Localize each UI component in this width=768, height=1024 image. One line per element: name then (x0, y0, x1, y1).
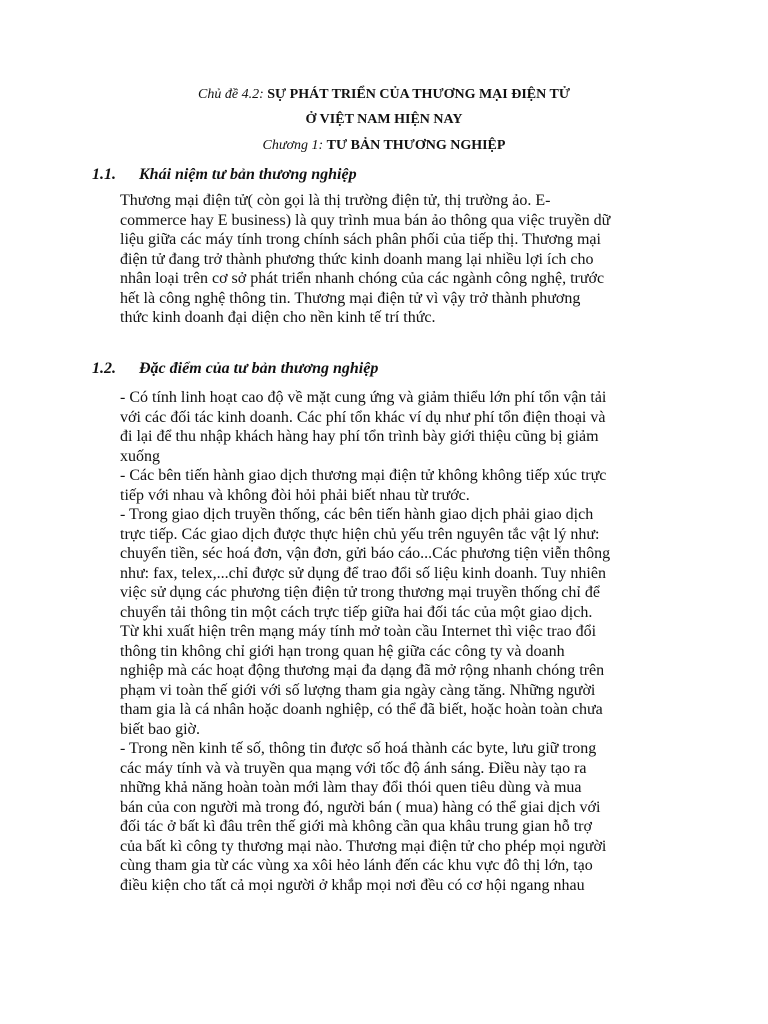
paragraph-line: chuyển tiền, séc hoá đơn, vận đơn, gửi báo cáo...Các phương tiện viễn thông (120, 545, 611, 562)
paragraph-line: commerce hay E business) là quy trình mua bán ảo thông qua việc truyền dữ (120, 211, 611, 229)
paragraph-line: trực tiếp. Các giao dịch được thực hiện chủ yếu trên nguyên tắc vật lý như: (120, 525, 600, 543)
section-1-title: Khái niệm tư bản thương nghiệp (139, 166, 357, 183)
paragraph-line: - Các bên tiến hành giao dịch thương mại điện tử không không tiếp xúc trực (120, 467, 607, 484)
topic-title-continued: Ở VIỆT NAM HIỆN NAY (305, 112, 463, 127)
paragraph-line: nghiệp mà các hoạt động thương mại đa dạng đã mở rộng nhanh chóng trên (120, 662, 605, 679)
section-2-heading (92, 359, 378, 379)
paragraph-line: - Có tính linh hoạt cao độ về mặt cung ứng và giảm thiểu lớn phí tổn vận tải (120, 389, 607, 406)
paragraph-line: - Trong nền kinh tế số, thông tin được số hoá thành các byte, lưu giữ trong (120, 740, 597, 757)
chapter-label: Chương 1 (262, 138, 319, 153)
section-2-title: Đặc điểm của tư bản thương nghiệp (139, 360, 379, 377)
topic-title: SỰ PHÁT TRIỂN CỦA THƯƠNG MẠI ĐIỆN TỬ (267, 87, 570, 102)
paragraph-line: với các đối tác kinh doanh. Các phí tổn khác ví dụ như phí tổn điện thoại và (120, 408, 606, 426)
paragraph-line: Từ khi xuất hiện trên mạng máy tính mở toàn cầu Internet thì việc trao đổi (120, 623, 597, 640)
section-1-number: 1.1. (92, 166, 116, 183)
paragraph-line: của bất kì công ty thương mại nào. Thương mại điện tử cho phép mọi người (120, 837, 607, 855)
paragraph-line: liệu giữa các máy tính trong chính sách phân phối của tiếp thị. Thương mại (120, 231, 601, 248)
topic-separator: : (259, 87, 268, 102)
paragraph-line: thức kinh doanh đại diện cho nền kinh tế trí thức. (120, 309, 436, 326)
paragraph-line: xuống (120, 447, 160, 465)
paragraph-line: các máy tính và và truyền qua mạng với tốc độ ánh sáng. Điều này tạo ra (120, 759, 587, 777)
section-1-heading (92, 165, 357, 185)
paragraph-line: như: fax, telex,...chỉ được sử dụng để trao đổi số liệu kinh doanh. Tuy nhiên (120, 564, 606, 582)
paragraph-line: việc sử dụng các phương tiện điện tử trong thương mại truyền thống chỉ để (120, 584, 600, 601)
paragraph-line: hết là công nghệ thông tin. Thương mại điện tử vì vậy trở thành phương (120, 289, 581, 307)
paragraph-line: phạm vi toàn thế giới với số lượng tham gia ngày càng tăng. Những người (120, 681, 596, 699)
paragraph-line: thông tin không chỉ giới hạn trong quan hệ giữa các công ty và doanh (120, 642, 565, 660)
paragraph-line: những khả năng hoàn toàn mới làm thay đổi thói quen tiêu dùng và mua (120, 779, 582, 796)
paragraph-line: biết bao giờ. (120, 720, 200, 738)
section-1-paragraph (120, 191, 680, 328)
paragraph-line: bán của con người mà trong đó, người bán ( mua) hàng có thể giai dịch với (120, 798, 601, 816)
paragraph-line: tiếp với nhau và không đòi hỏi phải biết nhau từ trước. (120, 486, 470, 504)
paragraph-line: điện tử đang trở thành phương thức kinh doanh mang lại nhiều lợi ích cho (120, 250, 594, 268)
paragraph-line: tham gia là cá nhân hoặc doanh nghiệp, có thể đã biết, hoặc hoàn toàn chưa (120, 701, 603, 718)
paragraph-line: đối tác ở bất kì đâu trên thế giới mà không cần qua khâu trung gian hỗ trợ (120, 818, 592, 835)
paragraph-line: điều kiện cho tất cả mọi người ở khắp mọi nơi đều có cơ hội ngang nhau (120, 876, 585, 894)
paragraph-line: Thương mại điện tử( còn gọi là thị trường điện tử, thị trường ảo. E- (120, 192, 551, 209)
paragraph-line: cùng tham gia từ các vùng xa xôi hẻo lánh đến các khu vực đô thị lớn, tạo (120, 857, 593, 874)
topic-label: Chủ đề 4.2 (198, 87, 260, 102)
chapter-title: TƯ BẢN THƯƠNG NGHIỆP (326, 138, 506, 153)
section-2-body (120, 388, 680, 895)
paragraph-line: đi lại để thu nhập khách hàng hay phí tổn trình bày giới thiệu cũng bị giảm (120, 428, 599, 445)
paragraph-line: - Trong giao dịch truyền thống, các bên tiến hành giao dịch phải giao dịch (120, 506, 594, 523)
topic-title-line-2 (0, 111, 768, 129)
paragraph-line: chuyển tải thông tin một cách trực tiếp giữa hai đối tác của một giao dịch. (120, 603, 593, 621)
chapter-separator: : (318, 138, 327, 153)
section-2-number: 1.2. (92, 360, 116, 377)
chapter-title-line (0, 137, 768, 155)
paragraph-line: nhân loại trên cơ sở phát triển nhanh chóng của các ngành công nghệ, trước (120, 270, 605, 287)
topic-title-line (0, 86, 768, 104)
